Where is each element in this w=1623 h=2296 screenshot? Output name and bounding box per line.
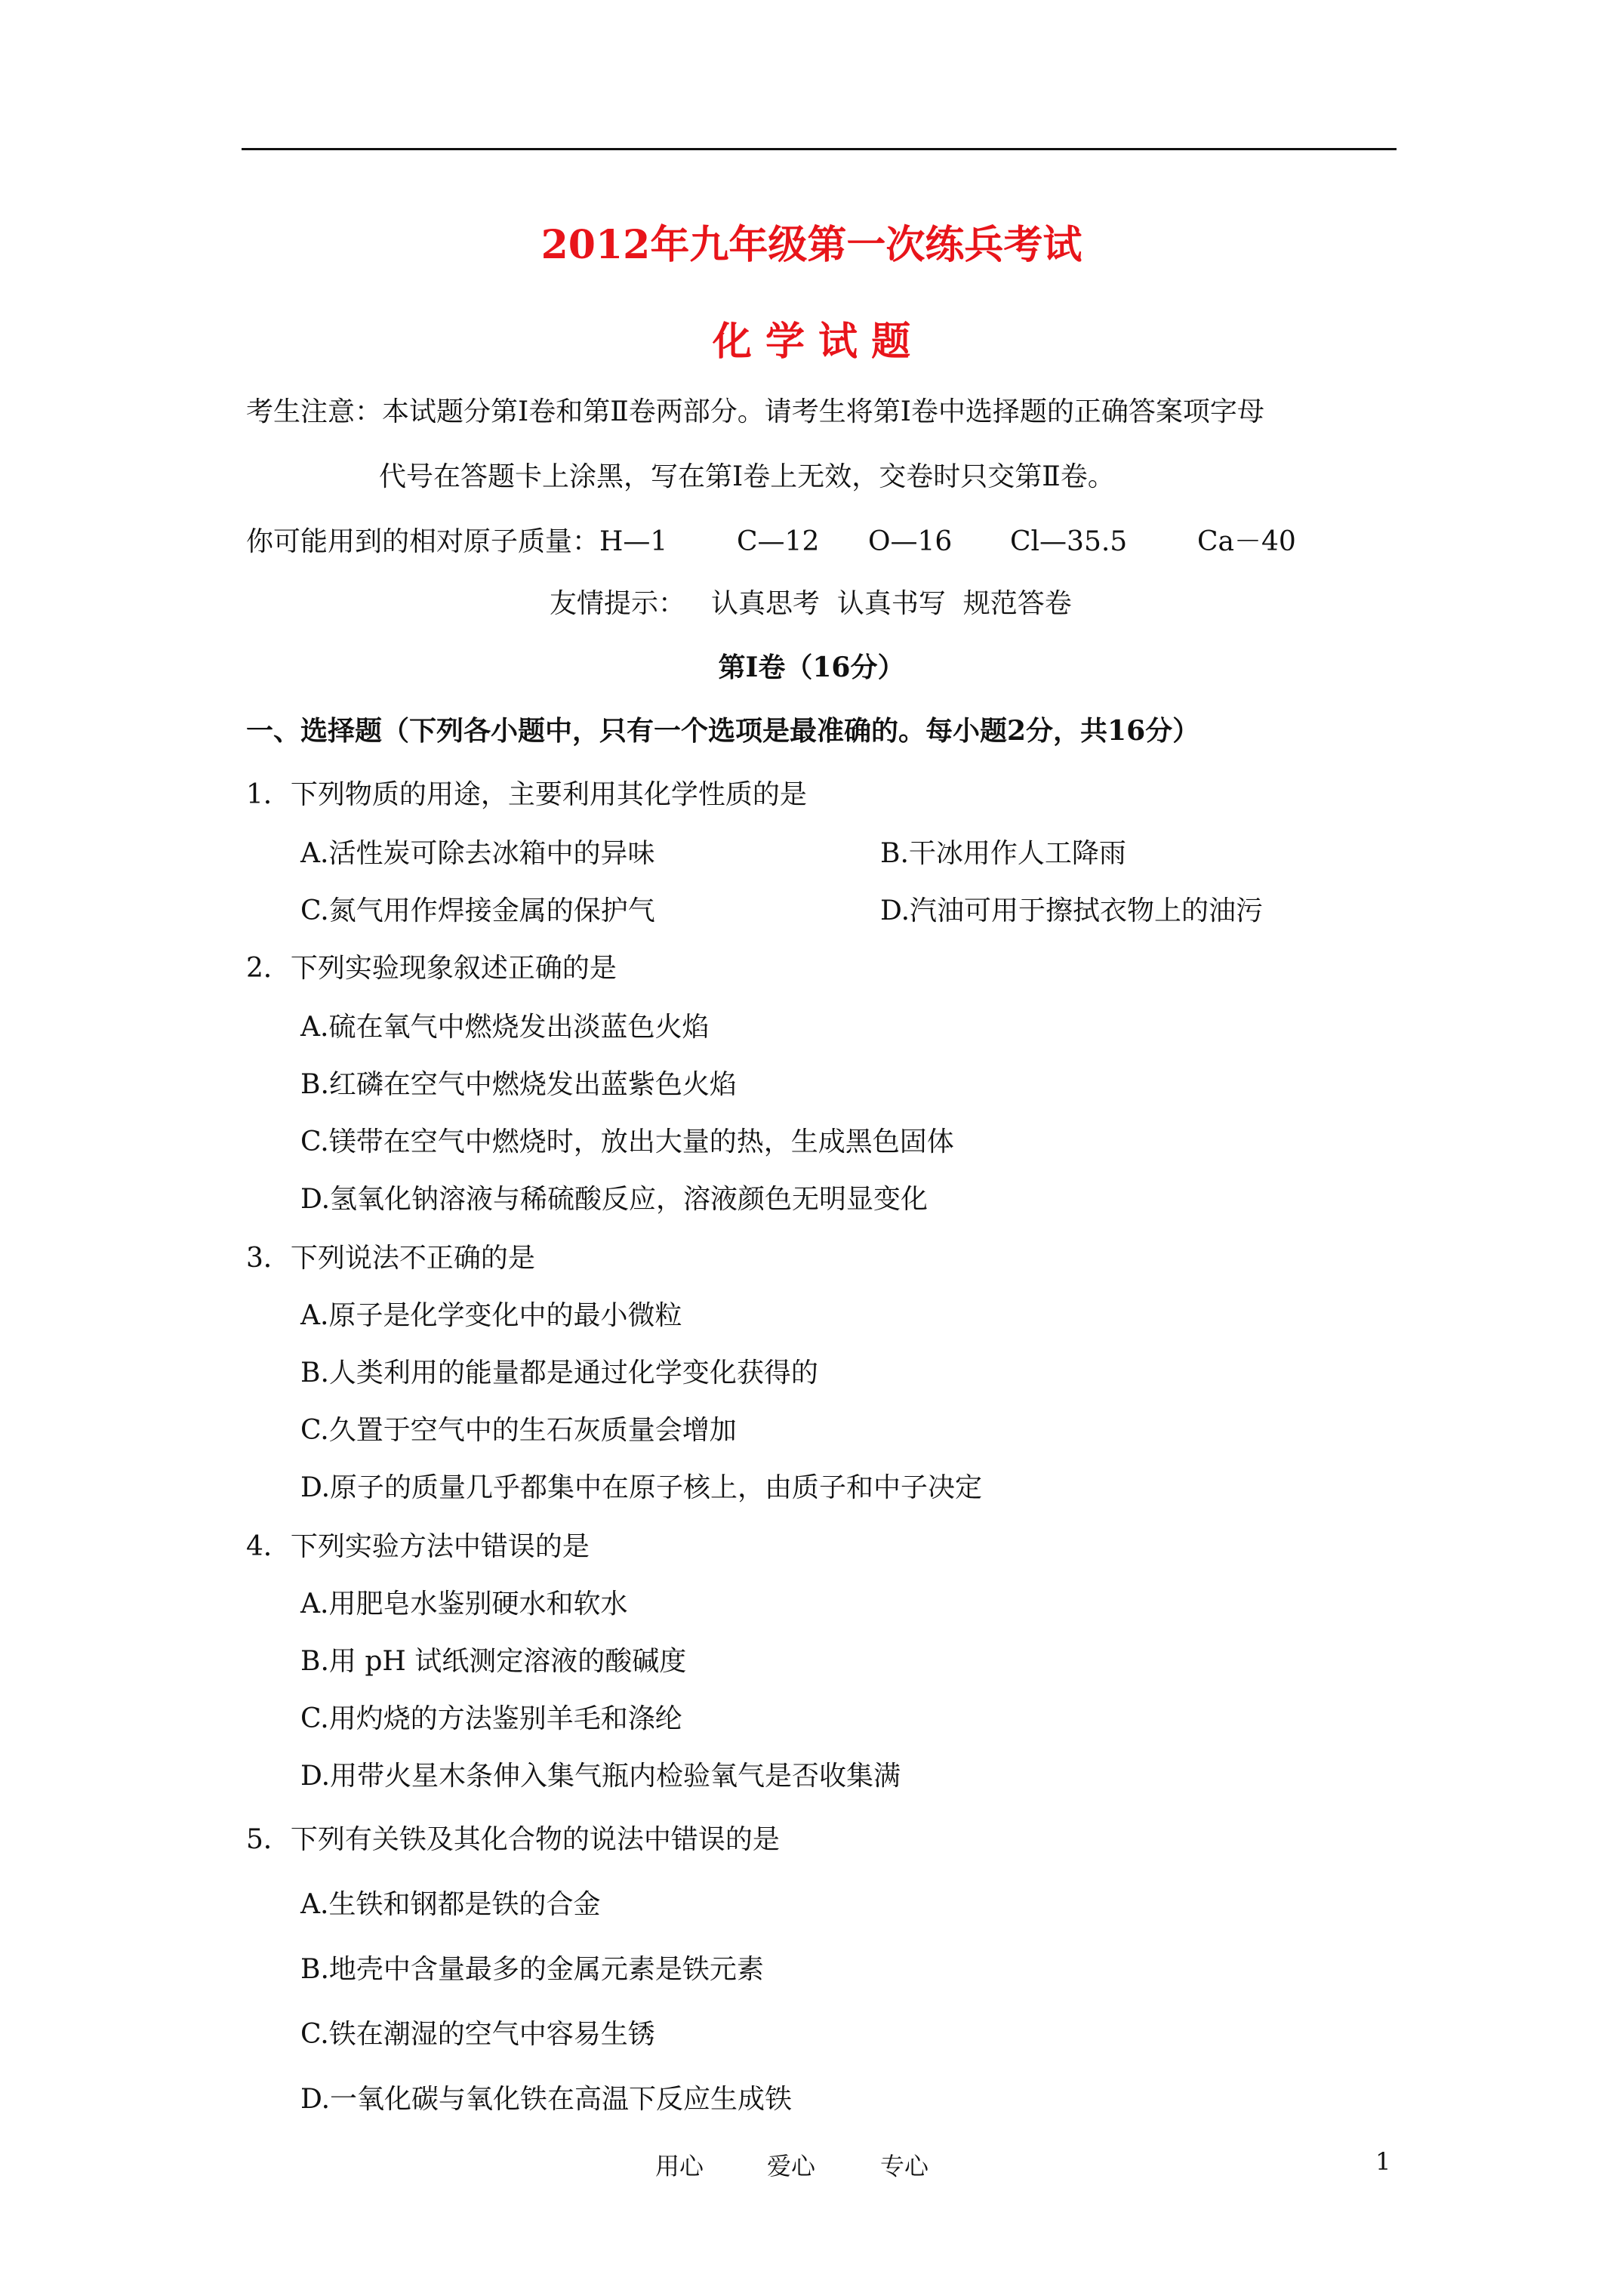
atomic-mass-c: C—12	[737, 526, 820, 557]
question-stem: 2．下列实验现象叙述正确的是	[246, 953, 617, 984]
option-a: A.用肥皂水鉴别硬水和软水	[300, 1589, 628, 1620]
page-number: 1	[1375, 2147, 1391, 2176]
option-d: D.一氧化碳与氧化铁在高温下反应生成铁	[300, 2084, 793, 2115]
footer-word-3: 专心	[880, 2152, 929, 2180]
option-b: B.人类利用的能量都是通过化学变化获得的	[300, 1358, 818, 1388]
option-c: C.用灼烧的方法鉴别羊毛和涤纶	[300, 1703, 682, 1734]
volume-heading: 第Ⅰ卷（16分）	[718, 652, 905, 683]
atomic-mass-cl: Cl—35.5	[1010, 526, 1128, 557]
option-a: A.原子是化学变化中的最小微粒	[300, 1300, 682, 1331]
option-d: D.原子的质量几乎都集中在原子核上，由质子和中子决定	[300, 1472, 983, 1503]
notice-line-2: 代号在答题卡上涂黑，写在第Ⅰ卷上无效，交卷时只交第Ⅱ卷。	[379, 461, 1115, 492]
option-b: B.干冰用作人工降雨	[880, 838, 1126, 869]
tip-label: 友情提示：	[550, 588, 686, 619]
exam-title: 2012年九年级第一次练兵考试	[540, 222, 1083, 268]
option-a: A.硫在氧气中燃烧发出淡蓝色火焰	[300, 1012, 710, 1043]
option-b: B.地壳中含量最多的金属元素是铁元素	[300, 1954, 764, 1985]
option-d: D.氢氧化钠溶液与稀硫酸反应，溶液颜色无明显变化	[300, 1184, 929, 1215]
option-a: A.生铁和钢都是铁的合金	[300, 1889, 601, 1920]
question-stem: 1．下列物质的用途，主要利用其化学性质的是	[246, 779, 807, 810]
option-d: D.用带火星木条伸入集气瓶内检验氧气是否收集满	[300, 1761, 901, 1792]
question-stem: 4．下列实验方法中错误的是	[246, 1531, 590, 1562]
option-c: C.镁带在空气中燃烧时，放出大量的热，生成黑色固体	[300, 1126, 954, 1157]
tip-text: 认真思考 认真书写 规范答卷	[711, 588, 1072, 619]
atomic-mass-h: H—1	[599, 526, 668, 557]
option-b: B.红磷在空气中燃烧发出蓝紫色火焰	[300, 1069, 737, 1100]
header-rule	[242, 148, 1397, 150]
option-d: D.汽油可用于擦拭衣物上的油污	[880, 895, 1264, 926]
notice-line-1: 考生注意：本试题分第Ⅰ卷和第Ⅱ卷两部分。请考生将第Ⅰ卷中选择题的正确答案项字母	[246, 396, 1264, 427]
footer-word-2: 爱心	[767, 2152, 816, 2180]
atomic-mass-o: O—16	[868, 526, 953, 557]
question-stem: 5．下列有关铁及其化合物的说法中错误的是	[246, 1824, 780, 1855]
footer-word-1: 用心	[655, 2152, 704, 2180]
option-c: C.久置于空气中的生石灰质量会增加	[300, 1415, 737, 1446]
section-heading: 一、选择题（下列各小题中，只有一个选项是最准确的。每小题2分，共16分）	[246, 715, 1200, 747]
atomic-mass-ca: Ca－40	[1197, 526, 1296, 557]
option-a: A.活性炭可除去冰箱中的异味	[300, 838, 655, 869]
question-stem: 3．下列说法不正确的是	[246, 1243, 535, 1274]
exam-subtitle: 化 学 试 题	[712, 319, 911, 365]
option-c: C.氮气用作焊接金属的保护气	[300, 895, 655, 926]
option-c: C.铁在潮湿的空气中容易生锈	[300, 2019, 655, 2050]
option-b: B.用 pH 试纸测定溶液的酸碱度	[300, 1646, 687, 1677]
atomic-mass-label: 你可能用到的相对原子质量：	[246, 526, 600, 557]
